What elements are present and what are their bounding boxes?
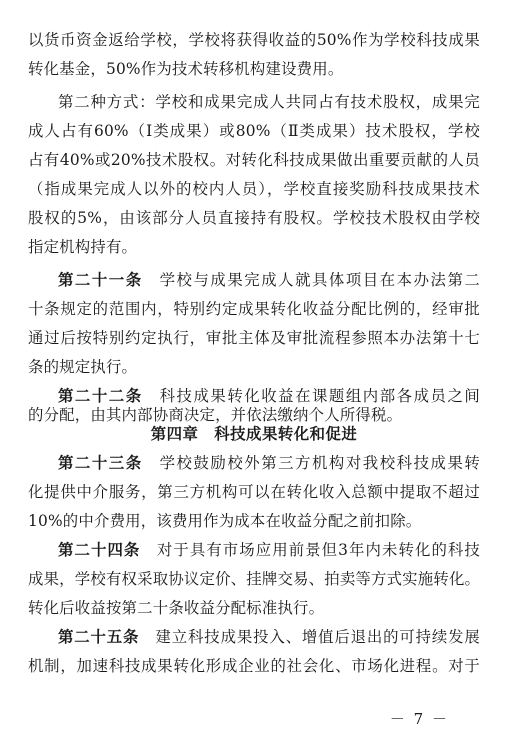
text-line: 成人占有60%（Ⅰ类成果）或80%（Ⅱ类成果）技术股权，学校 <box>28 122 480 140</box>
text-line: 以货币资金返给学校，学校将获得收益的50%作为学校科技成果 <box>28 31 480 49</box>
text-line: 成果，学校有权采取协议定价、挂牌交易、拍卖等方式实施转化。 <box>28 570 480 588</box>
text-line: 通过后按特别约定执行，审批主体及审批流程参照本办法第十七 <box>28 329 480 347</box>
text-line: 条的规定执行。 <box>28 358 138 376</box>
article-label: 第二十四条 <box>58 541 141 559</box>
text-line: 化提供中介服务，第三方机构可以在转化收入总额中提取不超过 <box>28 483 480 501</box>
text-line: 机制，加速科技成果转化形成企业的社会化、市场化进程。对于 <box>28 657 480 675</box>
text-line: 第二种方式：学校和成果完成人共同占有技术股权，成果完 <box>58 93 480 111</box>
text-line: 的分配，由其内部协商决定，并依法缴纳个人所得税。 <box>28 406 403 424</box>
article-text: 建立科技成果投入、增值后退出的可持续发展 <box>155 628 480 646</box>
text-line: （指成果完成人以外的校内人员），学校直接奖励科技成果技术 <box>28 180 480 198</box>
article-25-first-line <box>58 623 480 652</box>
text-line: 占有40%或20%技术股权。对转化科技成果做出重要贡献的人员 <box>28 151 480 169</box>
text-line: 转化基金，50%作为技术转移机构建设费用。 <box>28 60 344 78</box>
article-label: 第二十二条 <box>58 387 143 405</box>
article-text: 对于具有市场应用前景但3年内未转化的科技 <box>156 541 480 559</box>
article-text: 科技成果转化收益在课题组内部各成员之间 <box>159 387 480 405</box>
article-23-first-line <box>58 449 480 478</box>
page-number: － 7 － <box>389 710 449 728</box>
text-line: 十条规定的范围内，特别约定成果转化收益分配比例的，经审批 <box>28 300 480 318</box>
article-text: 学校鼓励校外第三方机构对我校科技成果转 <box>159 454 480 472</box>
text-line: 转化后收益按第二十条收益分配标准执行。 <box>28 599 325 617</box>
article-label: 第二十一条 <box>58 271 143 289</box>
text-line: 指定机构持有。 <box>28 238 138 256</box>
text-line: 10%的中介费用，该费用作为成本在收益分配之前扣除。 <box>28 512 422 530</box>
article-text: 学校与成果完成人就具体项目在本办法第二 <box>159 271 480 289</box>
article-24-first-line <box>58 536 480 565</box>
article-label: 第二十五条 <box>58 628 140 646</box>
text-line: 股权的5%，由该部分人员直接持有股权。学校技术股权由学校 <box>28 209 480 227</box>
article-21-first-line <box>58 266 480 295</box>
chapter-title: 第四章 科技成果转化和促进 <box>150 425 358 443</box>
article-label: 第二十三条 <box>58 454 143 472</box>
